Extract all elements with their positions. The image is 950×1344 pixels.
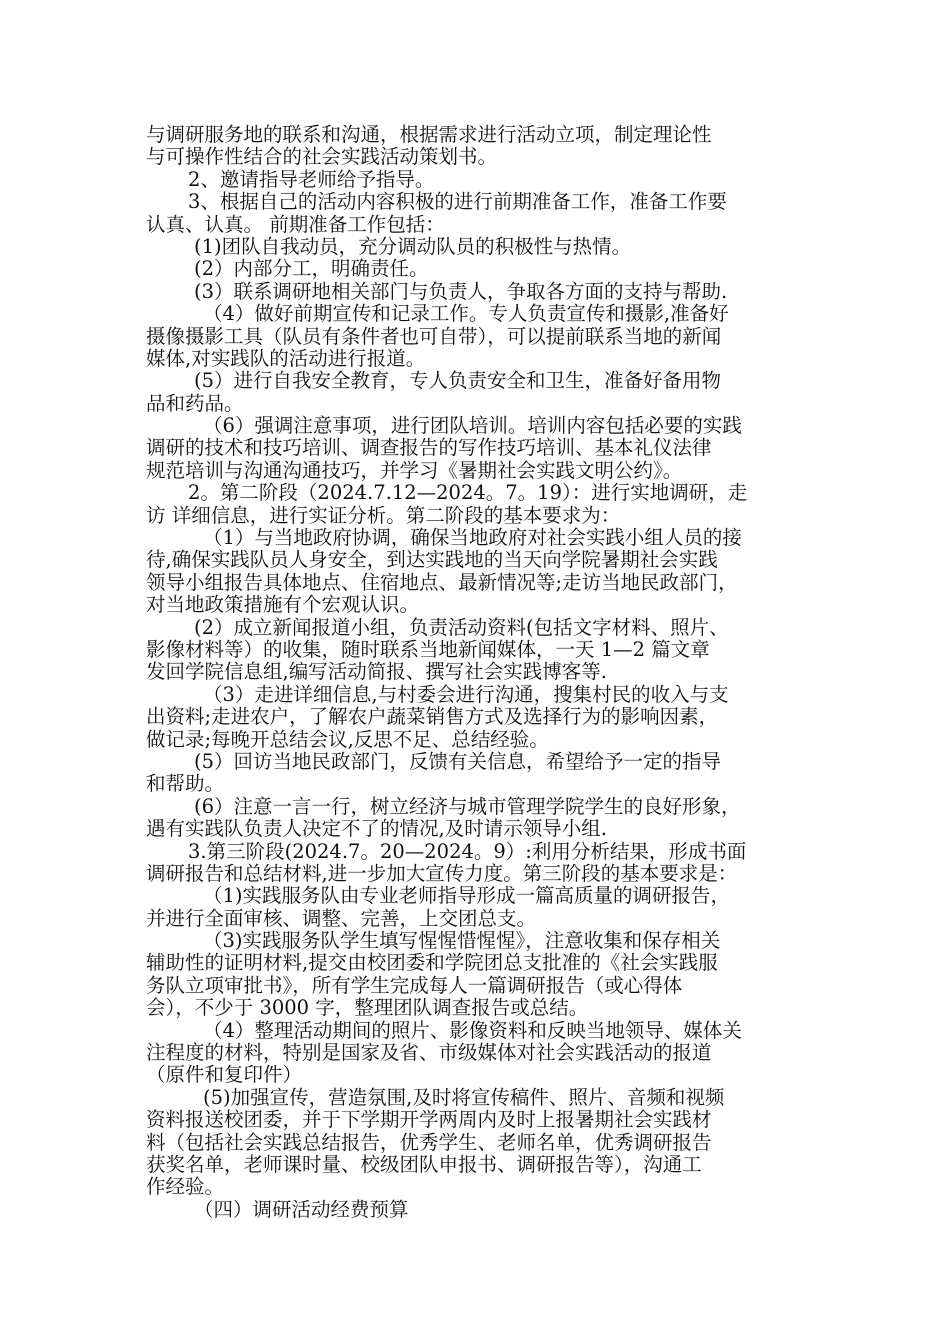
text-line: 会），不少于 3000 字，整理团队调查报告或总结。 [146,996,589,1020]
section-heading: （四）调研活动经费预算 [194,1197,409,1221]
text-line: 调研报告和总结材料,进一步加大宣传力度。第三阶段的基本要求是： [146,861,738,885]
text-line: 做记录;每晚开总结会议,反思不足、总结经验。 [146,727,549,751]
text-line: 辅助性的证明材料,提交由校团委和学院团总支批准的《社会实践服 [146,951,718,975]
text-line: 与可操作性结合的社会实践活动策划书。 [146,145,498,169]
text-line: (5）回访当地民政部门，反馈有关信息，希望给予一定的指导 [194,749,722,773]
text-line: 获奖名单，老师课时量、校级团队申报书、调研报告等），沟通工 [146,1152,702,1176]
text-line: 和帮助。 [146,772,225,796]
text-line: (5)加强宣传，营造氛围,及时将宣传稿件、照片、音频和视频 [203,1085,725,1109]
text-line: 3、根据自己的活动内容积极的进行前期准备工作，准备工作要 [188,190,727,214]
text-line: 作经验。 [146,1175,225,1199]
text-line: （原件和复印件） [146,1063,303,1087]
text-line: 影像材料等）的收集，随时联系当地新闻媒体，一天 1—2 篇文章 [146,637,710,661]
text-line: （6）强调注意事项，进行团队培训。培训内容包括必要的实践 [203,414,742,438]
text-line: （3）走进详细信息,与村委会进行沟通，搜集村民的收入与支 [203,682,729,706]
text-line: 规范培训与沟通沟通技巧，并学习《暑期社会实践文明公约》。 [146,458,683,482]
text-line: （4）做好前期宣传和记录工作。专人负责宣传和摄影,准备好 [203,302,729,326]
text-line: 2、邀请指导老师给予指导。 [188,167,435,191]
text-line: 务队立项审批书》，所有学生完成每人一篇调研报告（或心得体 [146,973,683,997]
text-line: (1)团队自我动员，充分调动队员的积极性与热情。 [194,234,632,258]
text-line: 料（包括社会实践总结报告，优秀学生、老师名单，优秀调研报告 [146,1130,712,1154]
text-line: 2。第二阶段（2024.7.12—2024。7。19）：进行实地调研，走 [188,481,748,505]
text-line: 出资料;走进农户，了解农户蔬菜销售方式及选择行为的影响因素， [146,705,719,729]
text-line: 发回学院信息组,编写活动简报、撰写社会实践博客等. [146,660,607,684]
text-line: （4）整理活动期间的照片、影像资料和反映当地领导、媒体关 [203,1018,742,1042]
text-line: （3)实践服务队学生填写惺惺惜惺惺》，注意收集和保存相关 [203,929,721,953]
document-body [146,124,810,1221]
text-line: 摄像摄影工具（队员有条件者也可自带），可以提前联系当地的新闻 [146,324,722,348]
text-line: 与调研服务地的联系和沟通，根据需求进行活动立项，制定理论性 [146,123,712,146]
text-line: 3.第三阶段(2024.7。20—2024。9）:利用分析结果，形成书面 [188,839,747,863]
text-line: (6）注意一言一行，树立经济与城市管理学院学生的良好形象， [194,794,741,818]
text-line: 调研的技术和技巧培训、调查报告的写作技巧培训、基本礼仪法律 [146,436,712,460]
text-line: 资料报送校团委，并于下学期开学两周内及时上报暑期社会实践材 [146,1108,712,1132]
text-line: (3）联系调研地相关部门与负责人，争取各方面的支持与帮助. [194,279,728,303]
text-line: （1）与当地政府协调，确保当地政府对社会实践小组人员的接 [203,526,742,550]
text-line: （1)实践服务队由专业老师指导形成一篇高质量的调研报告， [203,884,731,908]
text-line: 遇有实践队负责人决定不了的情况,及时请示领导小组. [146,817,607,841]
text-line: (2）成立新闻报道小组，负责活动资料(包括文字材料、照片、 [194,615,729,639]
text-line: 媒体,对实践队的活动进行报道。 [146,346,426,370]
text-line: 注程度的材料，特别是国家及省、市级媒体对社会实践活动的报道 [146,1041,712,1065]
text-line: 认真、认真。 前期准备工作包括： [146,212,445,236]
text-line: (5）进行自我安全教育，专人负责安全和卫生，准备好备用物 [194,369,722,393]
text-line: 待,确保实践队员人身安全，到达实践地的当天向学院暑期社会实践 [146,548,718,572]
text-line: 访 详细信息，进行实证分析。第二阶段的基本要求为： [146,503,621,527]
text-line: (2）内部分工，明确责任。 [194,257,429,281]
text-line: 并进行全面审核、调整、完善，上交团总支。 [146,906,537,930]
text-line: 领导小组报告具体地点、住宿地点、最新情况等;走访当地民政部门， [146,570,738,594]
text-line: 对当地政策措施有个宏观认识。 [146,593,420,617]
text-line: 品和药品。 [146,391,244,415]
